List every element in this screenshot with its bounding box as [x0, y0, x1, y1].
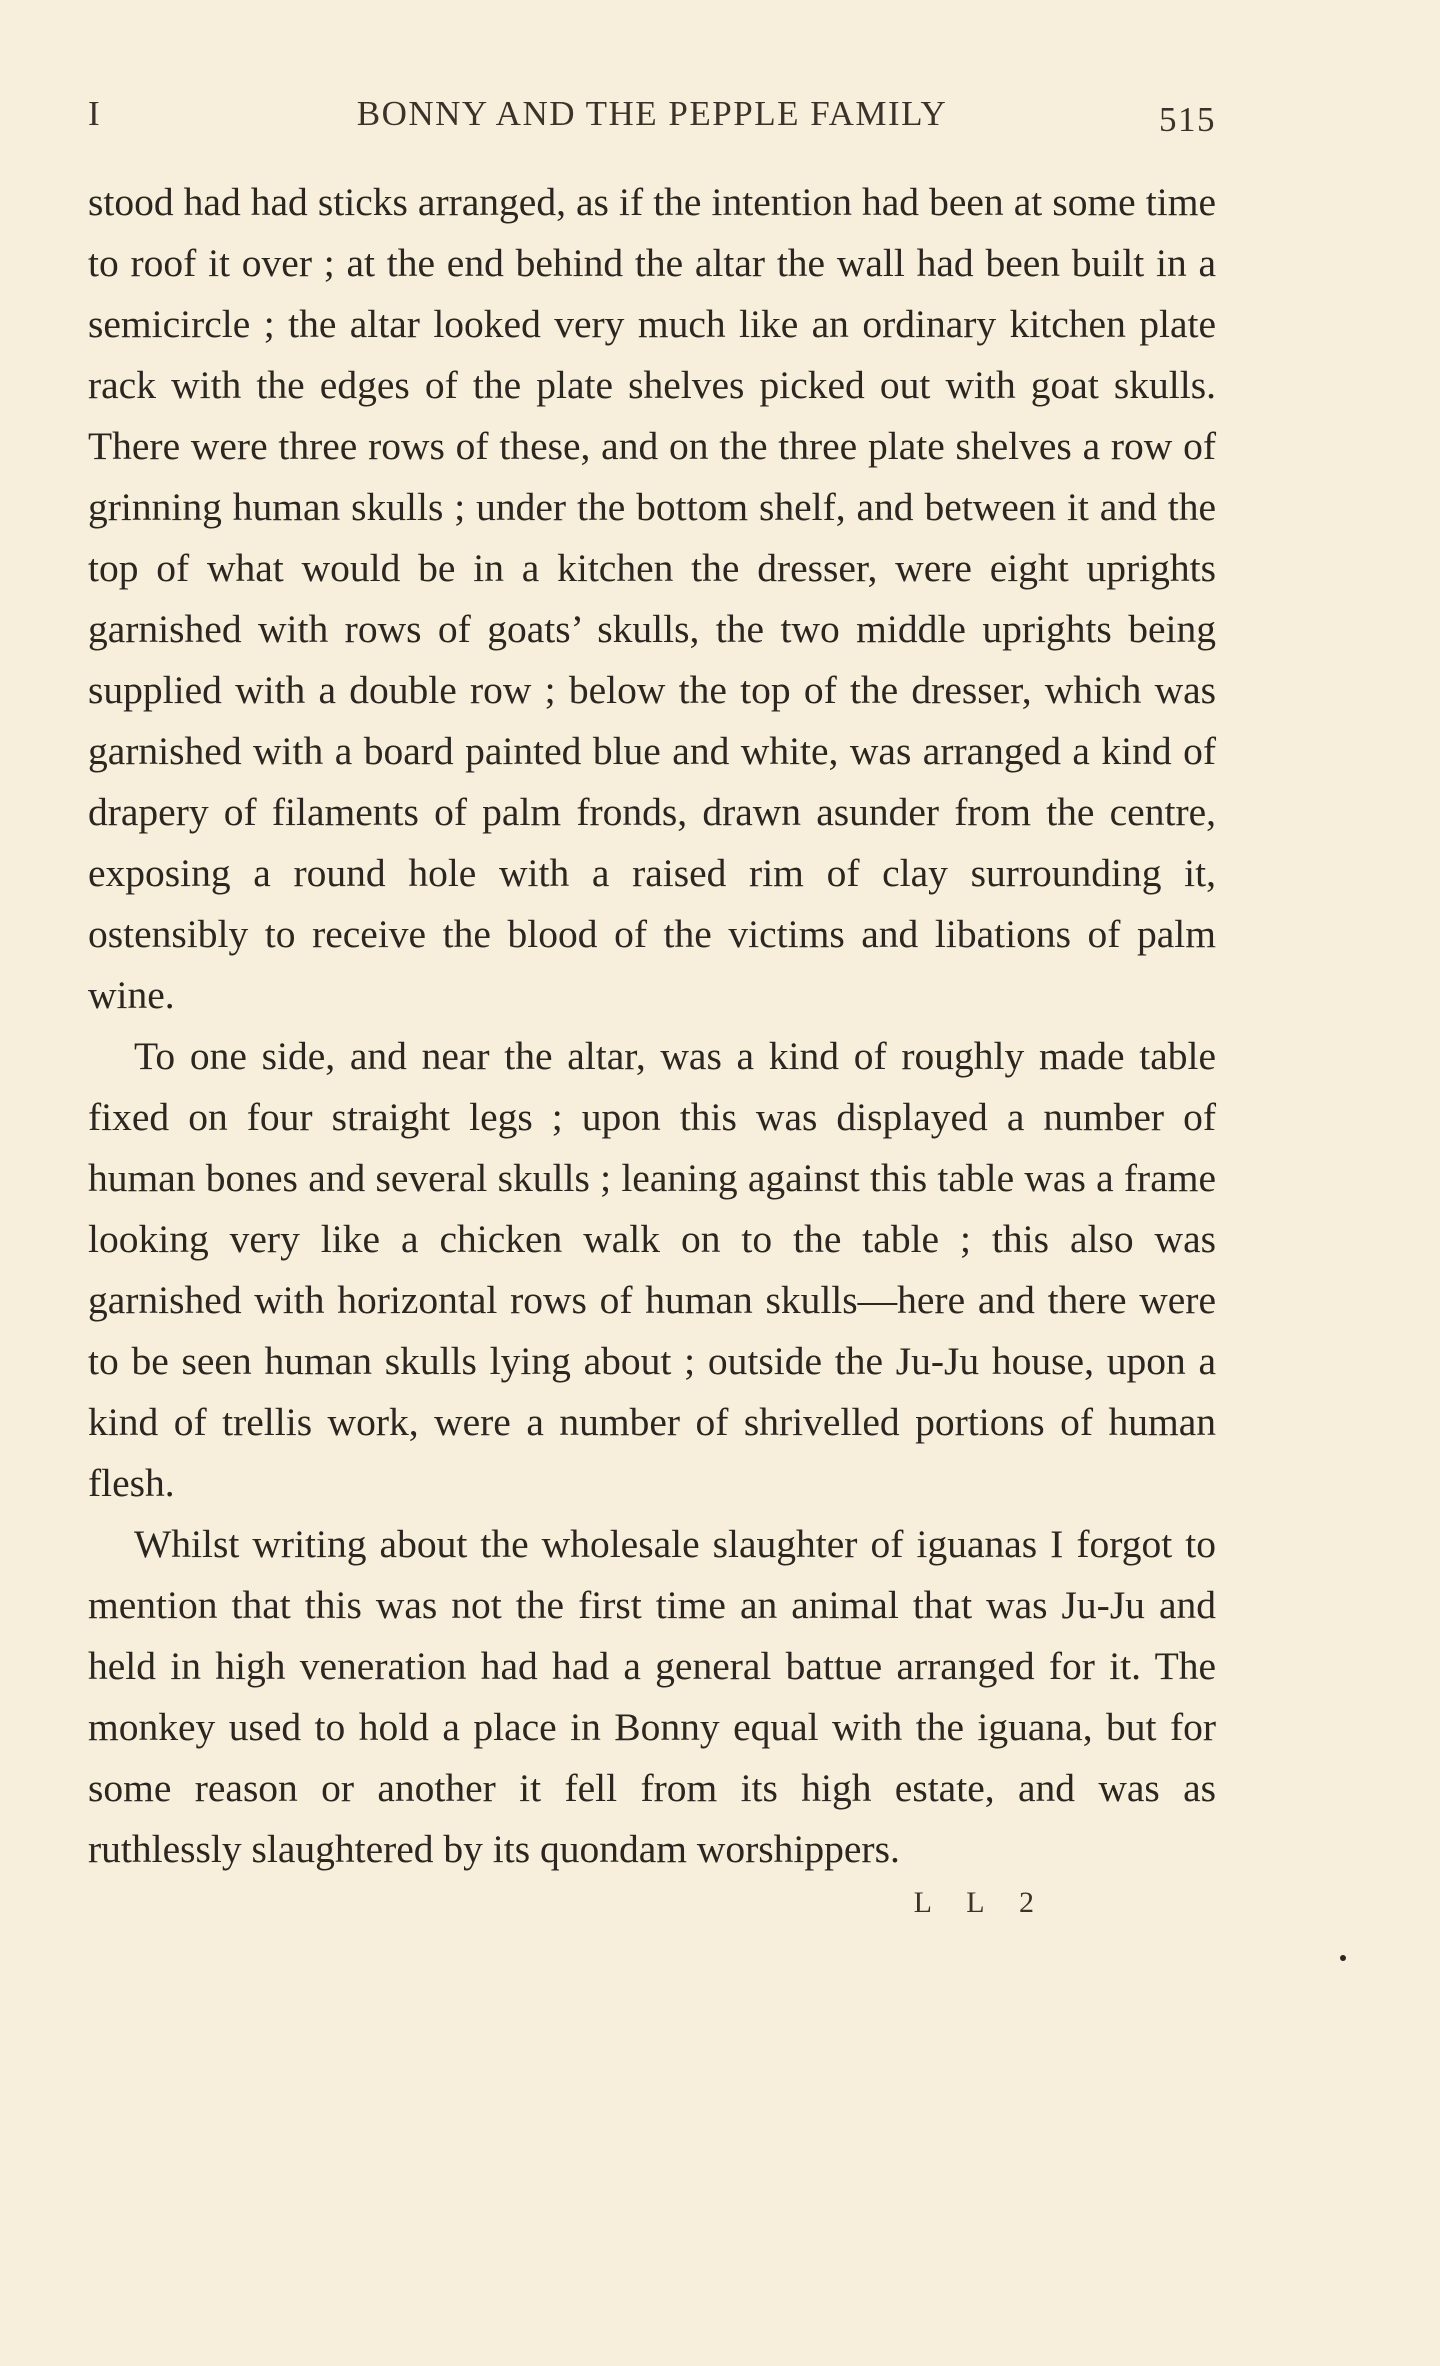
- page-number: 515: [1159, 100, 1216, 139]
- ink-speck: [1340, 1955, 1346, 1961]
- signature-mark: L L 2: [913, 1886, 1048, 1919]
- paragraph-iguanas: Whilst writing about the wholesale slaughter of iguanas I forgot to mention that this was not the first time an animal that was Ju-Ju and held in high veneration had had a general battue arranged for it. The monkey used to hold a place in Bonny equal with the iguana, but for some reason or another it fell from its high estate, and was as ruthlessly slaughtered by its quondam worshippers.: [88, 1522, 1216, 1871]
- paragraph-altar-table: To one side, and near the altar, was a kind of roughly made table fixed on four straight legs ; upon this was displayed a number of human bones and several skulls ; leaning against this table was a frame looking very like a chicken walk on to the table ; this also was garnished with horizontal rows of human skulls—here and there were to be seen human skulls lying about ; outside the Ju-Ju house, upon a kind of trellis work, were a number of shrivelled portions of human flesh.: [88, 1034, 1216, 1505]
- body-text: [88, 172, 1216, 1880]
- chapter-signature: I: [88, 94, 102, 133]
- paragraph-continued: stood had had sticks arranged, as if the intention had been at some time to roof it over ; at the end behind the altar the wall had been built in a semicircle ; the altar looked very much like an ordinary kitchen plate rack with the edges of the plate shelves picked out with goat skulls. There were three rows of these, and on the three plate shelves a row of grinning human skulls ; under the bottom shelf, and between it and the top of what would be in a kitchen the dresser, were eight uprights garnished with rows of goats’ skulls, the two middle uprights being supplied with a double row ; below the top of the dresser, which was garnished with a board painted blue and white, was arranged a kind of drapery of filaments of palm fronds, drawn asunder from the centre, exposing a round hole with a raised rim of clay surrounding it, ostensibly to receive the blood of the victims and libations of palm wine.: [88, 180, 1216, 1017]
- running-head: [88, 90, 1216, 150]
- book-page: [88, 90, 1216, 1920]
- running-title: BONNY AND THE PEPPLE FAMILY: [356, 94, 948, 133]
